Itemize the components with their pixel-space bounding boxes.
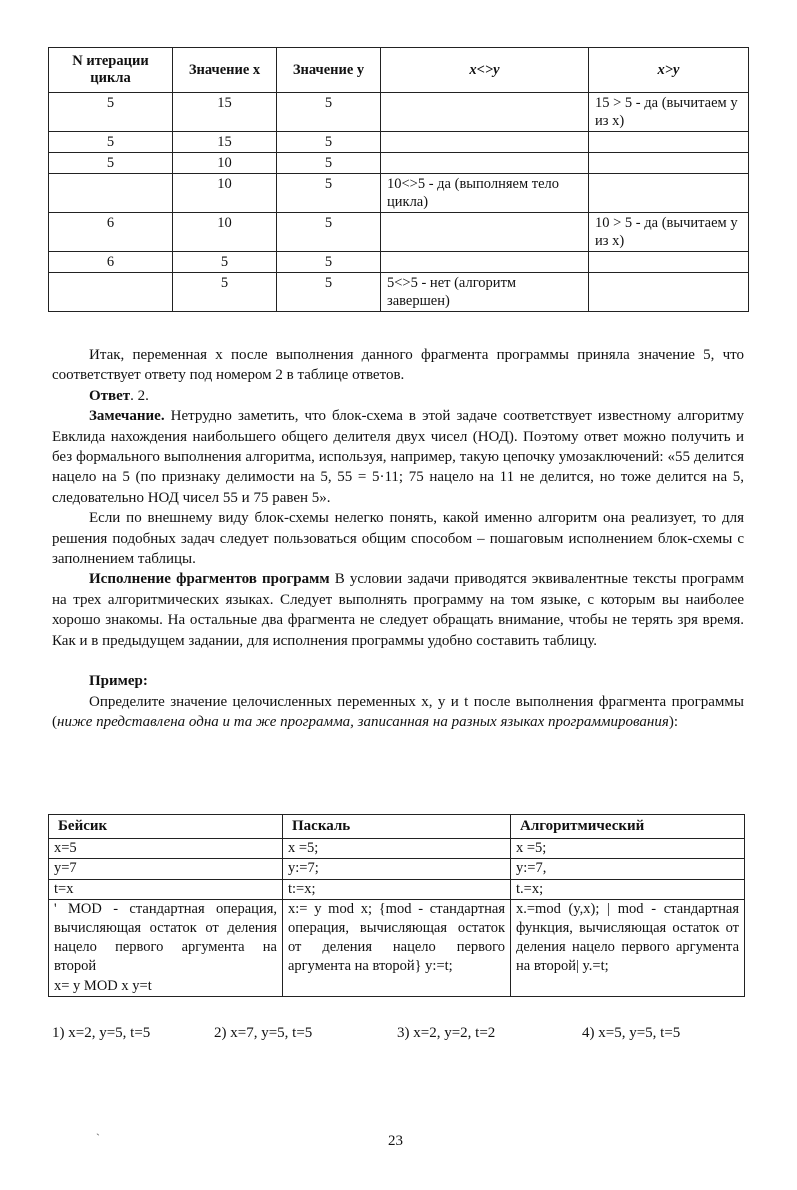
iteration-cell xyxy=(49,273,173,312)
example-end: ): xyxy=(668,713,678,730)
paragraph-answer xyxy=(52,386,744,406)
code-algo-cell xyxy=(511,899,745,996)
example-heading xyxy=(52,671,744,691)
paragraph-exec xyxy=(52,569,744,651)
x-cell: 10 xyxy=(173,153,277,174)
code-line: y:=7; xyxy=(288,860,319,877)
answer-option-1: 1) x=2, y=5, t=5 xyxy=(52,1025,151,1041)
y-cell: 5 xyxy=(277,93,381,132)
trace-row xyxy=(49,153,749,174)
example-italic: ниже представлена одна и та же программа, записанная на разных языках программирования xyxy=(57,713,669,730)
paragraph-if: Если по внешнему виду блок-схемы нелегко понять, какой именно алгоритм она реализует, то для решения подобных задач следует пользоваться общим способом – пошаговым исполнением блок-схемы с заполнением таблицы. xyxy=(52,510,744,568)
code-line: x= y MOD x y=t xyxy=(54,977,152,994)
code-basic-cell xyxy=(49,879,283,899)
y-cell: 5 xyxy=(277,174,381,213)
ne-cell: 10<>5 - да (выполняем тело цикла) xyxy=(381,174,589,213)
iteration-cell: 6 xyxy=(49,213,173,252)
answer-option-2: 2) x=7, y=5, t=5 xyxy=(214,1025,313,1041)
gt-cell xyxy=(589,174,749,213)
code-line: x=5 xyxy=(54,840,77,857)
header-y: Значение y xyxy=(277,48,381,93)
x-cell: 5 xyxy=(173,252,277,273)
code-line: x.=mod (y,x); | mod - стандартная функция, вычисляющая остаток от деления нацело первого аргумента на второй| y.=t; xyxy=(516,900,739,975)
body-text xyxy=(52,345,744,732)
trace-row xyxy=(49,252,749,273)
code-line: y=7 xyxy=(54,860,77,877)
header-pascal: Паскаль xyxy=(283,815,511,839)
gt-cell xyxy=(589,153,749,174)
exec-text: В условии задачи приводятся эквивалентные тексты программ на трех алгоритмических языках. Следует выполнять программу на том языке, с которым вы наиболее хорошо знакомы. На остальные два фрагмента не следует обращать внимание, чтобы не терять зря время. Как и в предыдущем задании, для исполнения программы удобно составить таблицу. xyxy=(52,571,744,649)
trace-header-row xyxy=(49,48,749,93)
header-gt: x>y xyxy=(589,48,749,93)
trace-row xyxy=(49,213,749,252)
page-number: 23 xyxy=(388,1133,403,1149)
answer-option-3: 3) x=2, y=2, t=2 xyxy=(397,1025,496,1041)
code-basic-cell xyxy=(49,899,283,996)
header-ne: x<>y xyxy=(381,48,589,93)
code-algo-cell xyxy=(511,839,745,859)
remark-text: Нетрудно заметить, что блок-схема в этой задаче соответствует известному алгоритму Евклида нахождения наибольшего общего делителя двух чисел (НОД). Поэтому ответ можно получить и без формального выполнения алгоритма, используя, например, такую цепочку умозаключений: «55 делится нацело на 5 (по признаку делимости на 5, 55 = 5·11; 75 нацело на 11 не делится, но тоже делится на 5, следовательно НОД чисел 55 и 75 равен 5». xyxy=(52,408,744,506)
paragraph-example xyxy=(52,692,744,733)
trace-row xyxy=(49,174,749,213)
code-line: t=x xyxy=(54,880,74,897)
gt-cell xyxy=(589,273,749,312)
code-pascal-cell xyxy=(283,899,511,996)
ne-cell xyxy=(381,132,589,153)
program-row xyxy=(49,899,745,996)
answer-value: . 2. xyxy=(130,387,149,404)
code-line: x =5; xyxy=(516,840,547,857)
gt-cell: 15 > 5 - да (вычитаем y из x) xyxy=(589,93,749,132)
program-row xyxy=(49,879,745,899)
paragraph-conclusion: Итак, переменная x после выполнения данного фрагмента программы приняла значение 5, что соответствует ответу под номером 2 в таблице ответов. xyxy=(52,347,744,384)
gt-cell: 10 > 5 - да (вычитаем y из x) xyxy=(589,213,749,252)
y-cell: 5 xyxy=(277,132,381,153)
exec-label: Исполнение фрагментов программ xyxy=(89,571,330,588)
gt-cell xyxy=(589,252,749,273)
paragraph-remark xyxy=(52,406,744,508)
x-cell: 5 xyxy=(173,273,277,312)
margin-mark: ` xyxy=(96,1131,100,1145)
remark-label: Замечание. xyxy=(89,408,165,425)
x-cell: 15 xyxy=(173,93,277,132)
program-table xyxy=(48,814,745,997)
iteration-cell: 6 xyxy=(49,252,173,273)
code-pascal-cell xyxy=(283,859,511,879)
trace-row xyxy=(49,132,749,153)
example-label: Пример: xyxy=(89,673,148,690)
ne-cell xyxy=(381,213,589,252)
header-x: Значение x xyxy=(173,48,277,93)
example-text: Определите значение целочисленных переменных x, y и t после выполнения фрагмента программы ( xyxy=(52,693,744,730)
answer-label: Ответ xyxy=(89,387,131,404)
code-basic-cell xyxy=(49,859,283,879)
x-cell: 15 xyxy=(173,132,277,153)
gt-cell xyxy=(589,132,749,153)
program-header-row xyxy=(49,815,745,839)
code-pascal-cell xyxy=(283,879,511,899)
iteration-cell: 5 xyxy=(49,93,173,132)
ne-cell xyxy=(381,93,589,132)
ne-cell xyxy=(381,153,589,174)
code-line: t.=x; xyxy=(516,880,544,897)
program-row xyxy=(49,839,745,859)
y-cell: 5 xyxy=(277,213,381,252)
code-line: t:=x; xyxy=(288,880,316,897)
y-cell: 5 xyxy=(277,153,381,174)
header-algorithmic: Алгоритмический xyxy=(511,815,745,839)
code-line: y:=7, xyxy=(516,860,547,877)
y-cell: 5 xyxy=(277,252,381,273)
code-basic-cell xyxy=(49,839,283,859)
iteration-cell xyxy=(49,174,173,213)
y-cell: 5 xyxy=(277,273,381,312)
x-cell: 10 xyxy=(173,213,277,252)
x-cell: 10 xyxy=(173,174,277,213)
answer-option-4: 4) x=5, y=5, t=5 xyxy=(582,1025,681,1041)
ne-cell: 5<>5 - нет (алгоритм завершен) xyxy=(381,273,589,312)
ne-cell xyxy=(381,252,589,273)
header-iteration: N итерации цикла xyxy=(49,48,173,93)
code-pascal-cell xyxy=(283,839,511,859)
program-row xyxy=(49,859,745,879)
trace-row xyxy=(49,93,749,132)
trace-table xyxy=(48,47,749,312)
code-algo-cell xyxy=(511,879,745,899)
iteration-cell: 5 xyxy=(49,153,173,174)
trace-row xyxy=(49,273,749,312)
header-basic: Бейсик xyxy=(49,815,283,839)
code-algo-cell xyxy=(511,859,745,879)
code-line: x:= y mod x; {mod - стандартная операция, вычисляющая остаток от деления нацело первого аргумента на второй} y:=t; xyxy=(288,900,505,975)
code-line: ' MOD - стандартная операция, вычисляющая остаток от деления нацело первого аргумента на второй xyxy=(54,900,277,975)
iteration-cell: 5 xyxy=(49,132,173,153)
code-line: x =5; xyxy=(288,840,319,857)
